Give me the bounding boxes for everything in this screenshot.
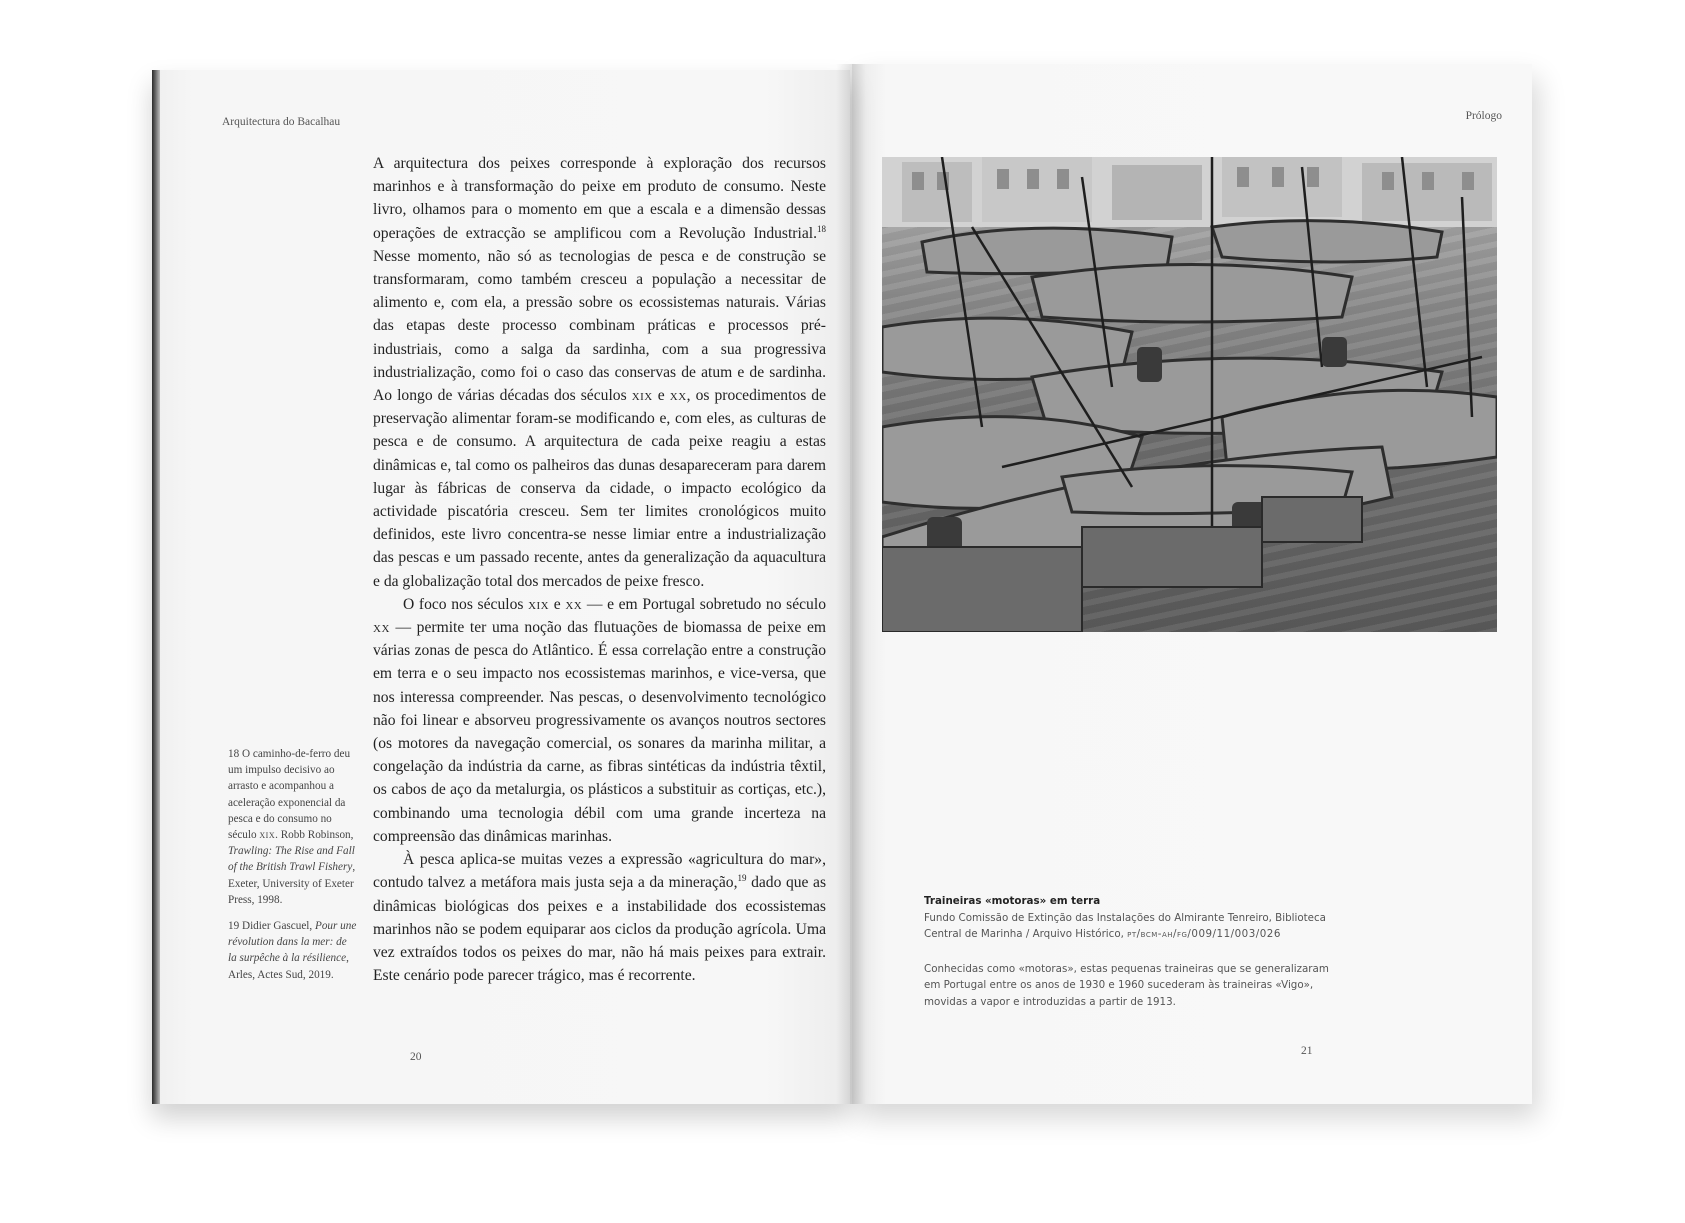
paragraph-2: O foco nos séculos xix e xx — e em Portugal sobretudo no século xx — permite ter uma noção das flutuações de biomassa de peixe em várias zonas de pesca do Atlântico. É essa correlação entre a construção em terra e o seu impacto nos ecossistemas marinhos, e vice-versa, que nos interessa compreender. Nas pescas, o desenvolvimento tecnológico não foi linear e absorveu progressivamente os avanços noutros sectores (os motores da navegação comercial, os sonares da marinha militar, a congelação da indústria da carne, as fibras sintéticas da indústria têxtil, os cabos de aço da metalurgia, os plásticos a substituir as cortiças, etc.), combinando uma tecnologia débil com uma grande incerteza na compreensão das dinâmicas marinhas. [373,595,826,845]
caption-title: Traineiras «motoras» em terra [924,895,1101,907]
running-head-left: Arquitectura do Bacalhau [222,116,341,128]
paragraph-3: À pesca aplica-se muitas vezes a expressão «agricultura do mar», contudo talvez a metáfora mais justa seja a da mineração,$^{19}$ dado que as dinâmicas biológicas dos peixes e a instabilidade dos ecossistemas marinhos não se podem equiparar aos ciclos da produção agrícola. Uma vez extraídos todos os peixes do mar, não há mais peixes para extrair. Este cenário pode parecer trágico, mas é recorrente. [373,851,827,985]
photo-caption [924,893,1344,1010]
page-edge-stack [152,70,160,1104]
footnote-ref-18: 18 [817,223,826,234]
page-number-left: 20 [410,1051,422,1063]
boats-illustration [882,157,1497,632]
footnote-18: 18 O caminho-de-ferro deu um impulso decisivo ao arrasto e acompanhou a aceleração exponencial da pesca e do consumo no século xix. Robb Robinson, Trawling: The Rise and Fall of the British Trawl Fishery, Exeter, University of Exeter Press, 1998. [228,748,356,906]
footnote-19: 19 Didier Gascuel, Pour une révolution dans la mer: de la surpêche à la résilience, Arles, Actes Sud, 2019. [228,920,357,981]
footnote-ref-19: 19 [737,873,747,884]
main-body-text [373,152,826,987]
caption-description: Conhecidas como «motoras», estas pequenas traineiras que se generalizaram em Portugal entre os anos de 1930 e 1960 sucederam às traineiras «Vigo», movidas a vapor e introduzidas a partir de 1913. [924,962,1329,1008]
running-head-right: Prólogo [1465,110,1502,122]
book-gutter [836,64,866,1104]
harbour-boats-photo [882,157,1497,632]
paragraph-1: A arquitectura dos peixes corresponde à exploração dos recursos marinhos e à transformação do peixe em produto de consumo. Neste livro, olhamos para o momento em que a escala e a dimensão dessas operações de extracção se amplificou com a Revolução Industrial.$^{18}$ Nesse momento, não só as tecnologias de pesca e de construção se transformaram, como também cresceu a população a necessitar de alimento e, com ela, a pressão sobre os ecossistemas naturais. Várias das etapas deste processo combinam práticas e processos pré-industriais, como a salga da sardinha, com a sua progressiva industrialização, como foi o caso das conservas de atum e de sardinha. Ao longo de várias décadas dos séculos xix e xx, os procedimentos de preservação alimentar foram-se modificando e, com eles, as culturas de pesca e de consumo. A arquitectura de cada peixe reagiu a estas dinâmicas e, tal como os palheiros das dunas desapareceram para darem lugar às fábricas de conserva da cidade, o impacto ecológico da actividade piscatória cresceu. Sem ter limites cronológicos muito definidos, este livro concentra-se nesse limiar entre a industrialização das pescas e um passado recente, antes da generalização da aquacultura e da globalização total dos mercados de peixe fresco. [373,155,827,590]
archive-reference: pt/bcm-ah/fg/009/11/003/026 [1127,928,1281,940]
caption-source: Fundo Comissão de Extinção das Instalações do Almirante Tenreiro, Biblioteca Central de Marinha / Arquivo Histórico, pt/bcm-ah/fg/009/11/003/026 [924,911,1326,940]
page-number-right: 21 [1301,1045,1313,1057]
footnotes [228,746,358,993]
